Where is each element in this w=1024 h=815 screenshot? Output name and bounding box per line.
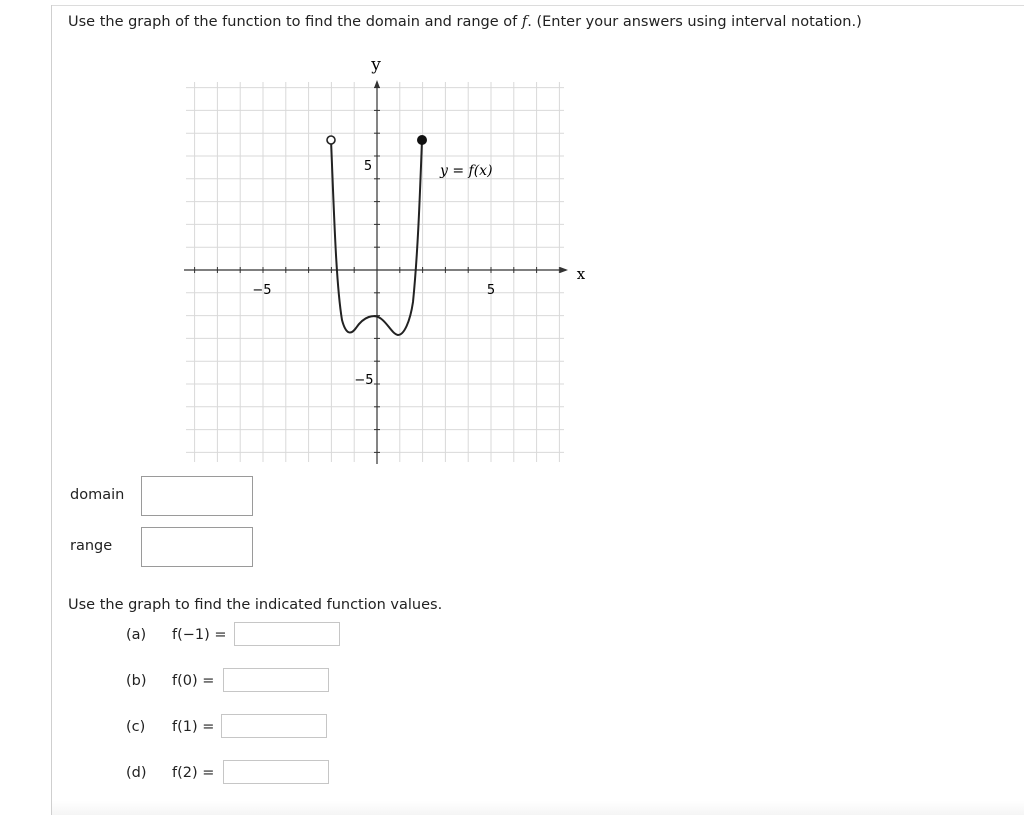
part-d-letter: (d): [126, 765, 147, 781]
part-d-expr: f(2) =: [172, 765, 215, 781]
open-endpoint: [327, 136, 335, 144]
question-text-after: . (Enter your answers using interval notation.): [527, 14, 862, 30]
top-divider: [52, 5, 1024, 6]
y-axis-arrow: [374, 80, 380, 88]
domain-input[interactable]: [141, 476, 253, 516]
left-divider: [51, 5, 52, 815]
question-text-before: Use the graph of the function to find the domain and range of: [68, 14, 522, 30]
question-text: [68, 14, 862, 30]
part-a-input[interactable]: [234, 622, 340, 646]
part-c-expr: f(1) =: [172, 719, 215, 735]
bottom-shade: [52, 801, 1024, 815]
grid-lines: [186, 82, 564, 462]
x-tick-label-neg5: −5: [252, 283, 272, 298]
range-label: range: [70, 538, 113, 554]
y-tick-label-5: 5: [363, 159, 373, 174]
y-axis-label: y: [371, 55, 381, 75]
part-b-letter: (b): [126, 673, 147, 689]
function-symbol: f: [521, 14, 528, 30]
range-input[interactable]: [141, 527, 253, 567]
closed-endpoint: [417, 135, 427, 145]
part-c-letter: (c): [126, 719, 146, 735]
function-values-prompt: Use the graph to find the indicated function values.: [68, 597, 443, 613]
domain-label: domain: [70, 487, 125, 503]
x-axis-arrow: [560, 267, 568, 273]
x-tick-label-5: 5: [486, 283, 496, 298]
part-b-input[interactable]: [223, 668, 329, 692]
part-b-expr: f(0) =: [172, 673, 215, 689]
x-axis-label: x: [576, 265, 586, 283]
part-c-input[interactable]: [221, 714, 327, 738]
part-d-input[interactable]: [223, 760, 329, 784]
function-graph: [184, 52, 584, 467]
y-tick-label-neg5: −5: [354, 373, 374, 388]
part-a-expr: f(−1) =: [172, 627, 227, 643]
curve-label: y = f(x): [440, 163, 493, 179]
part-a-letter: (a): [126, 627, 147, 643]
